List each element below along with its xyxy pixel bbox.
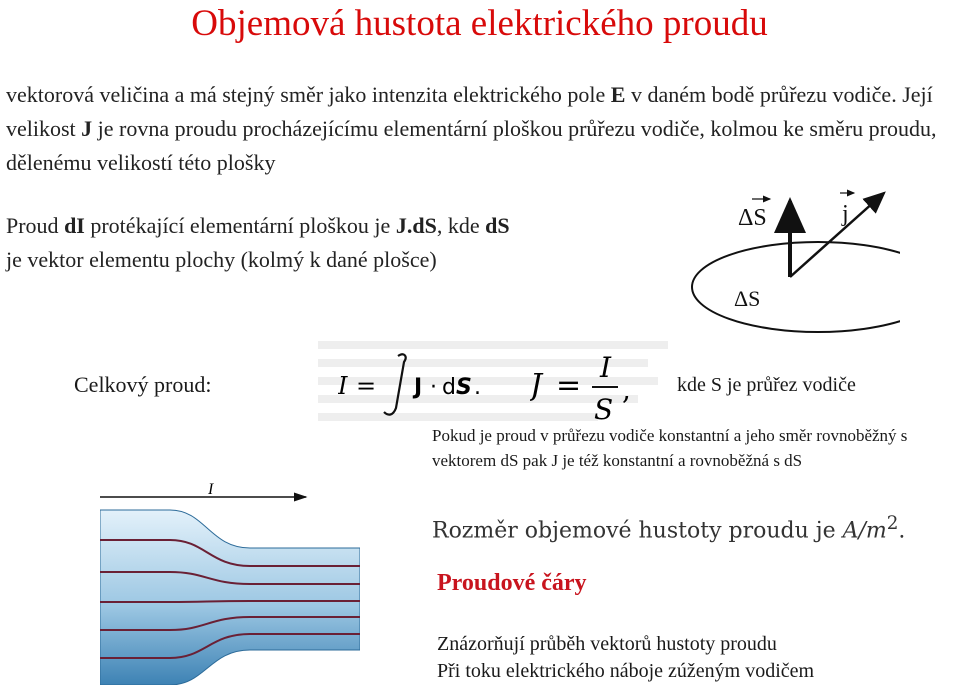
svg-text:J: J	[414, 375, 423, 400]
svg-text:,: ,	[622, 373, 631, 406]
surface-vector-diagram	[690, 185, 900, 335]
narrowing-conductor-figure	[100, 480, 360, 685]
integral-sign-icon	[384, 354, 406, 414]
svg-text:I: I	[600, 351, 612, 384]
equation-note: kde S je průřez vodiče	[677, 374, 856, 396]
svg-text:I: I	[338, 372, 348, 400]
streamlines-description: Znázorňují průběh vektorů hustoty proudu Při toku elektrického náboje zúženým vodičem	[437, 633, 815, 682]
streamlines-title: Proudové čáry	[437, 570, 587, 596]
integral-equation	[338, 350, 488, 420]
page-title: Objemová hustota elektrického proudu	[191, 3, 768, 44]
svg-text:S: S	[594, 393, 614, 426]
svg-text:S: S	[456, 375, 472, 400]
svg-text:.: .	[474, 375, 481, 400]
total-current-label: Celkový proud:	[74, 372, 212, 397]
constant-density-note: Pokud je proud v průřezu vodiče konstantní a jeho směr rovnoběžný s vektorem dS pak J je též konstantní a rovnoběžná s dS	[432, 426, 908, 470]
label-s: ΔS	[734, 286, 761, 311]
svg-text:·: ·	[430, 375, 437, 400]
current-density-arrow	[790, 193, 884, 277]
label-j: j	[842, 201, 849, 227]
svg-text:=: =	[556, 368, 582, 403]
unit-statement: Rozměr objemové hustoty proudu je $A/m^2$.	[432, 513, 906, 544]
current-definition: Proud dI protékající elementární ploškou je J.dS, kde dS je vektor elementu plochy (kolmý k dané plošce)	[6, 213, 510, 272]
intro-paragraph: vektorová veličina a má stejný směr jako intenzita elektrického pole E v daném bodě průřezu vodiče. Její velikost J je rovna proudu procházejícímu elementární ploškou průřezu vodiče, kolmou ke směru proudu, dělenému velikostí této plošky	[6, 82, 937, 175]
svg-text:=: =	[356, 372, 377, 400]
density-equation	[530, 347, 640, 427]
surface-ellipse	[692, 242, 900, 332]
current-label: I	[208, 481, 214, 498]
label-vec-s: ΔS	[738, 205, 767, 231]
svg-text:d: d	[442, 375, 456, 400]
svg-text:J: J	[530, 368, 543, 403]
